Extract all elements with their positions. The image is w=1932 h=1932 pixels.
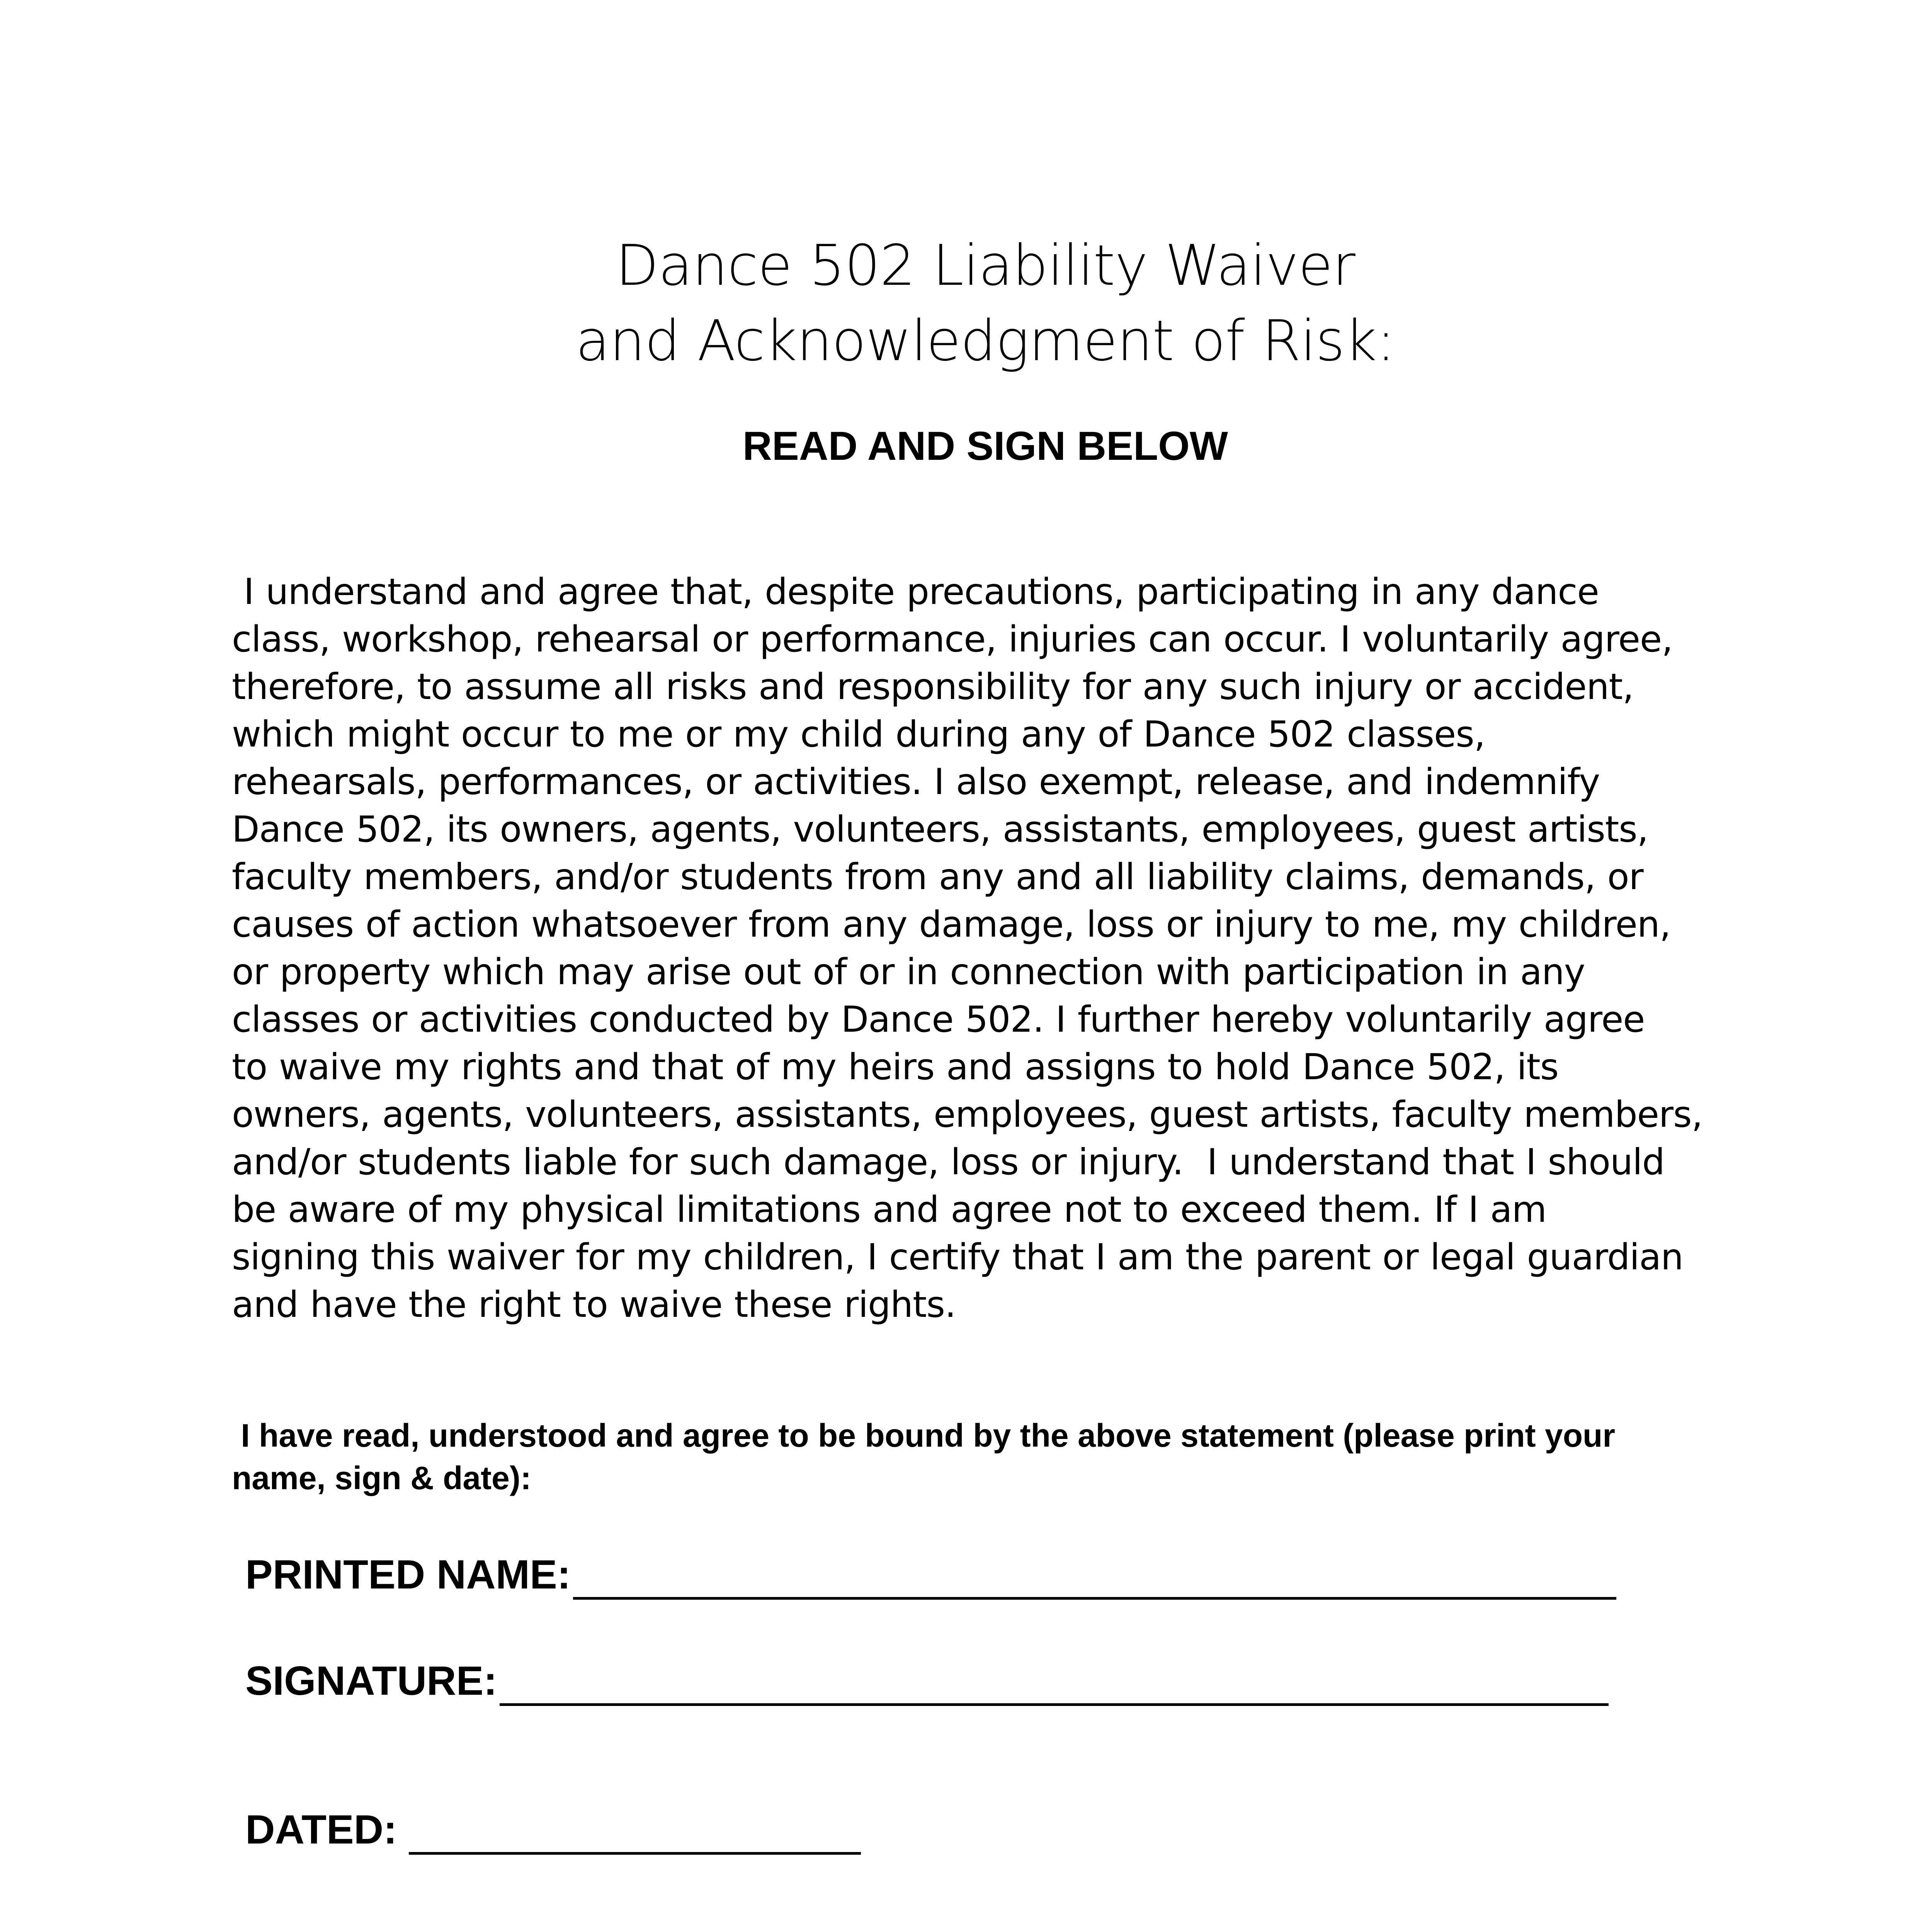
signature-line[interactable] (500, 1665, 1609, 1706)
printed-name-field (245, 1549, 1616, 1600)
title-line-1: Dance 502 Liability Waiver (616, 233, 1355, 298)
body-line: classes or activities conducted by Dance 502. I further hereby voluntarily agree (232, 998, 1645, 1040)
body-line: therefore, to assume all risks and responsibility for any such injury or accident, (232, 666, 1634, 707)
signature-label: SIGNATURE: (245, 1658, 497, 1704)
dated-field (245, 1804, 861, 1855)
dated-label: DATED: (245, 1807, 397, 1852)
body-line: I understand and agree that, despite precautions, participating in any dance (232, 571, 1599, 612)
page-title (0, 228, 1932, 379)
body-line: or property which may arise out of or in connection with participation in any (232, 951, 1585, 993)
body-line: owners, agents, volunteers, assistants, employees, guest artists, faculty members, (232, 1094, 1703, 1135)
agreement-statement (232, 1414, 1739, 1499)
agreement-line-2: name, sign & date): (232, 1460, 531, 1496)
body-line: signing this waiver for my children, I certify that I am the parent or legal guardian (232, 1236, 1684, 1278)
waiver-body-paragraph (232, 568, 1739, 1328)
body-line: rehearsals, performances, or activities. I also exempt, release, and indemnify (232, 761, 1600, 803)
agreement-line-1: I have read, understood and agree to be bound by the above statement (please print your (232, 1417, 1616, 1454)
body-line: and have the right to waive these rights. (232, 1284, 956, 1325)
body-line: which might occur to me or my child during any of Dance 502 classes, (232, 713, 1485, 755)
signature-field (245, 1656, 1609, 1706)
body-line: faculty members, and/or students from any and all liability claims, demands, or (232, 856, 1643, 898)
dated-line[interactable] (409, 1813, 861, 1855)
title-line-2: and Acknowledgment of Risk: (575, 308, 1395, 374)
body-line: Dance 502, its owners, agents, volunteers, assistants, employees, guest artists, (232, 808, 1648, 850)
printed-name-label: PRINTED NAME: (245, 1552, 571, 1597)
printed-name-line[interactable] (573, 1558, 1616, 1600)
read-and-sign-heading: READ AND SIGN BELOW (742, 423, 1228, 469)
body-line: to waive my rights and that of my heirs and assigns to hold Dance 502, its (232, 1046, 1559, 1088)
body-line: be aware of my physical limitations and agree not to exceed them. If I am (232, 1189, 1547, 1230)
body-line: causes of action whatsoever from any damage, loss or injury to me, my children, (232, 903, 1671, 945)
body-line: and/or students liable for such damage, loss or injury. I understand that I should (232, 1141, 1665, 1183)
body-line: class, workshop, rehearsal or performance, injuries can occur. I voluntarily agree, (232, 618, 1673, 660)
